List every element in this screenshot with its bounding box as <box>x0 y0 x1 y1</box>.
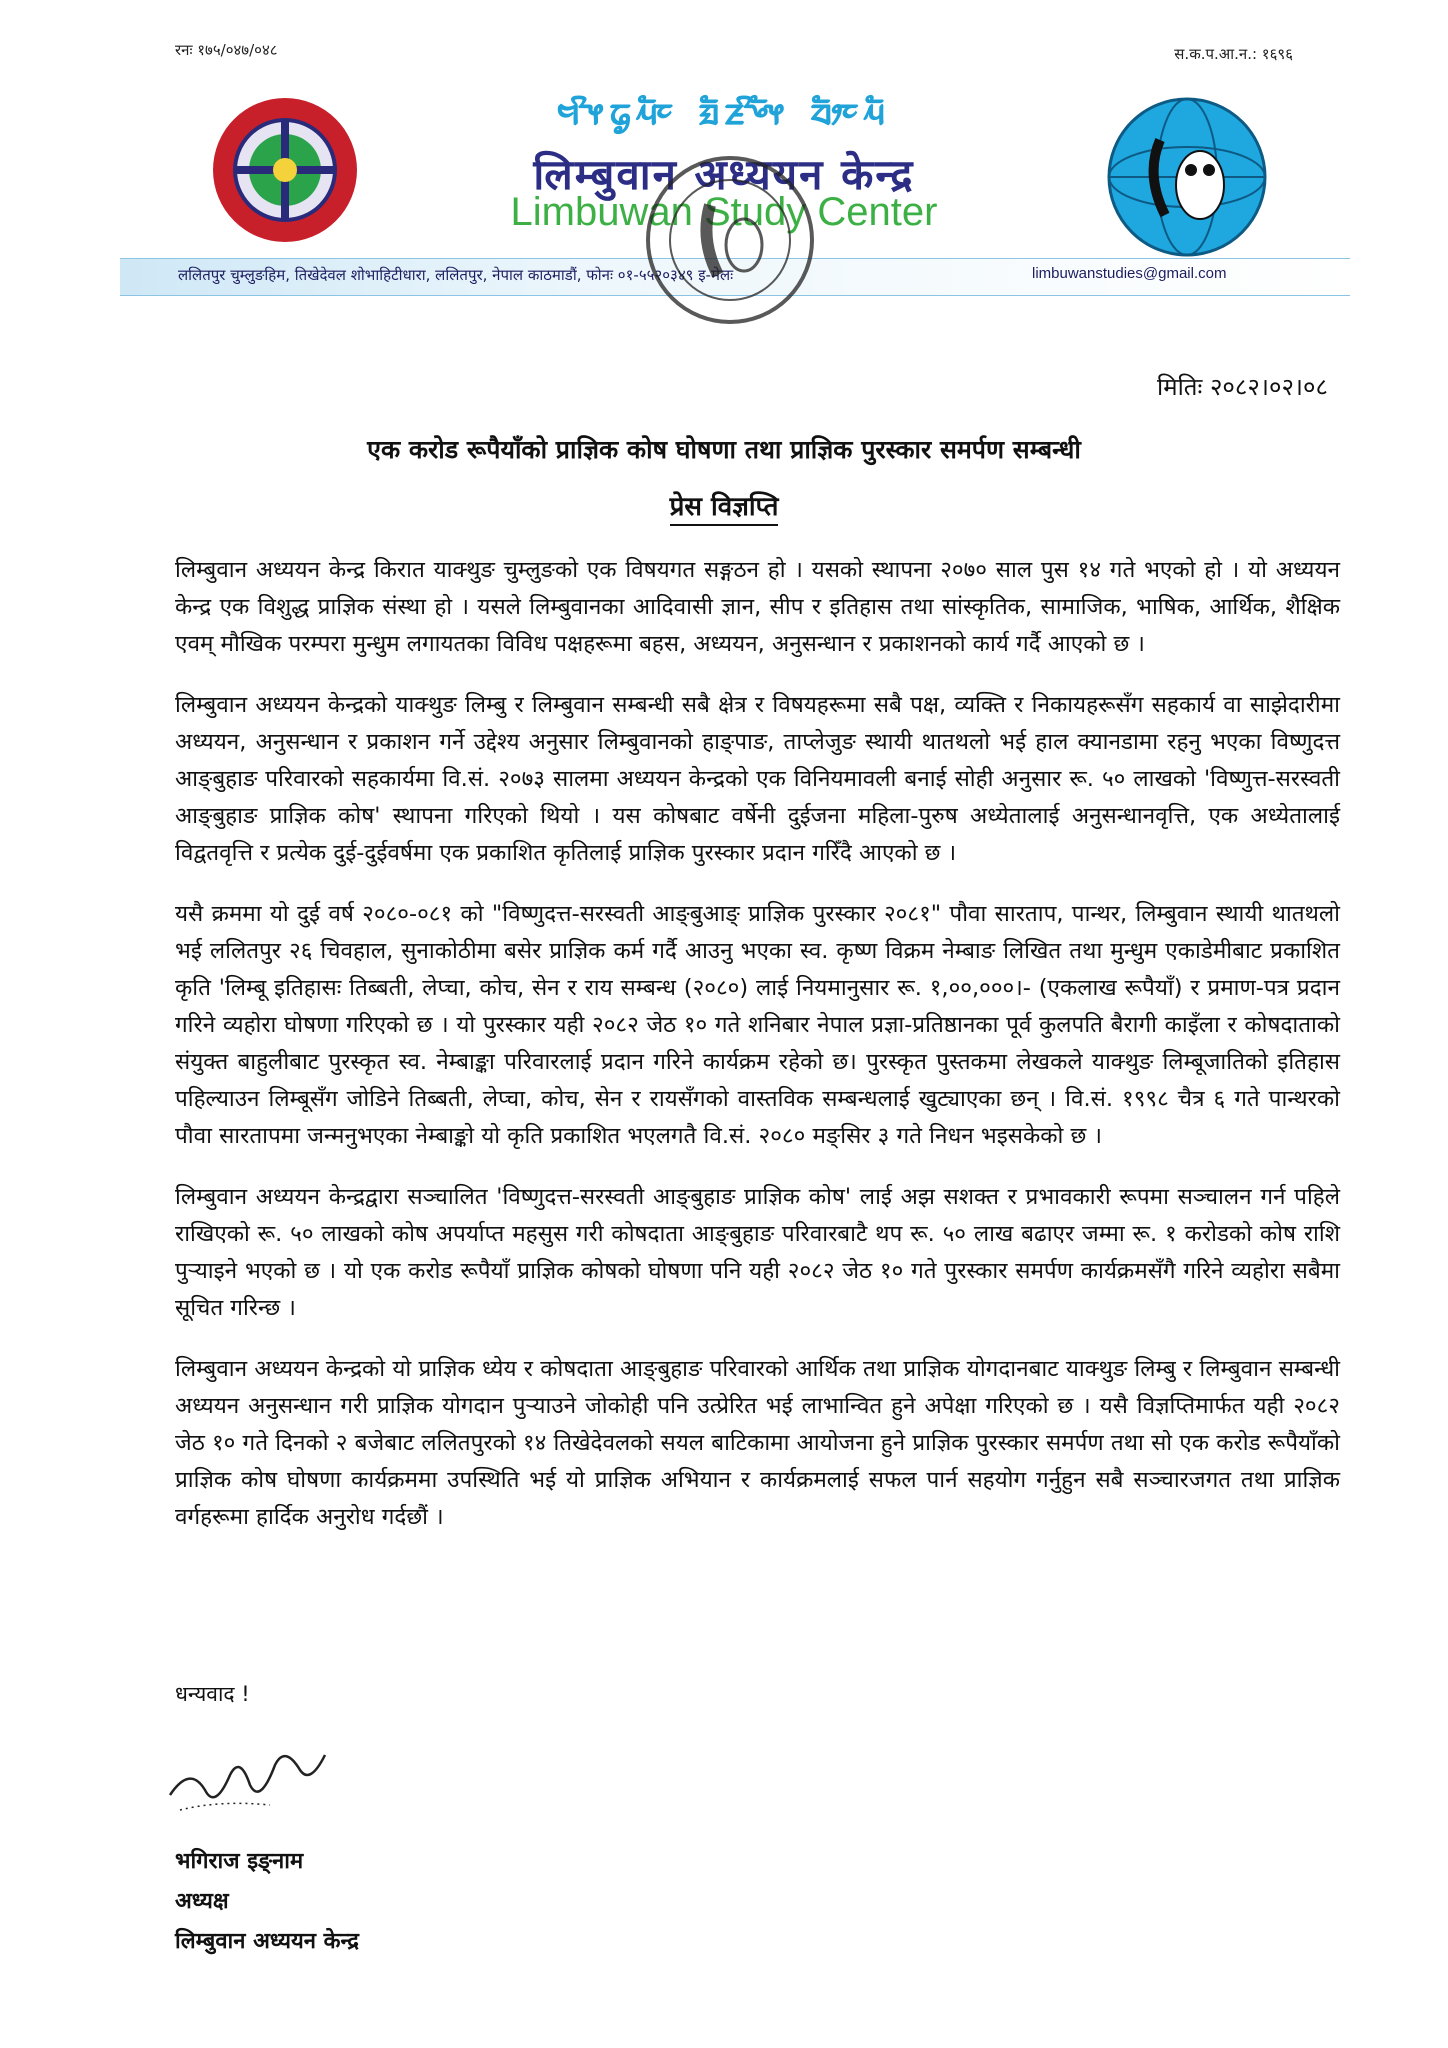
signatory-org: लिम्बुवान अध्ययन केन्द्र <box>175 1929 359 1954</box>
paragraph-3: यसै क्रममा यो दुई वर्ष २०८०-०८१ को "विष्णुदत्त-सरस्वती आङ्बुआङ् प्राज्ञिक पुरस्कार २०८१" पौवा सारताप, पान्थर, लिम्बुवान स्थायी थातथलो भई ललितपुर २६ चिवहाल, सुनाकोठीमा बसेर प्राज्ञिक कर्म गर्दै आउनु भएका स्व. कृष्ण विक्रम नेम्बाङ लिखित तथा मुन्धुम एकाडेमीबाट प्रकाशित कृति 'लिम्बू इतिहासः तिब्बती, लेप्चा, कोच, सेन र राय सम्बन्ध (२०८०) लाई नियमानुसार रू. १,००,०००।- (एकलाख रूपैयाँ) र प्रमाण-पत्र प्रदान गरिने व्यहोरा घोषणा गरिएको छ । यो पुरस्कार यही २०८२ जेठ १० गते शनिबार नेपाल प्रज्ञा-प्रतिष्ठानका पूर्व कुलपति बैरागी काइँला र कोषदाताको संयुक्त बाहुलीबाट पुरस्कृत स्व. नेम्बाङ्का परिवारलाई प्रदान गरिने कार्यक्रम रहेको छ। पुरस्कृत पुस्तकमा लेखकले याक्थुङ लिम्बूजातिको इतिहास पहिल्याउन लिम्बूसँग जोडिने तिब्बती, लेप्चा, कोच, सेन र रायसँगको वास्तविक सम्बन्धलाई खुट्याएका छन् । वि.सं. १९९८ चैत्र ६ गते पान्थरको पौवा सारतापमा जन्मनुभएका नेम्बाङ्को यो कृति प्रकाशित भएलगतै वि.सं. २०८० मङ्सिर ३ गते निधन भइसकेको छ । <box>175 901 1340 1149</box>
limbu-script-title: ᤗᤡᤶᤒᤢᤘᤠᤰ ᤀᤠᤏᤡᤴᤠᤶ ᤔᤥᤰᤘᤠ <box>557 88 891 134</box>
paragraph-1: लिम्बुवान अध्ययन केन्द्र किरात याक्थुङ चुम्लुङको एक विषयगत सङ्गठन हो । यसको स्थापना २०७० साल पुस १४ गते भएको हो । यो अध्ययन केन्द्र एक विशुद्ध प्राज्ञिक संस्था हो । यसले लिम्बुवानका आदिवासी ज्ञान, सीप र इतिहास तथा सांस्कृतिक, सामाजिक, भाषिक, आर्थिक, शैक्षिक एवम् मौखिक परम्परा मुन्धुम लगायतका विविध पक्षहरूमा बहस, अध्ययन, अनुसन्धान र प्रकाशनको कार्य गर्दै आएको छ । <box>175 557 1340 657</box>
organization-stamp-icon <box>640 150 820 330</box>
body-text <box>175 552 1340 1560</box>
org-name-english: Limbuwan Study Center <box>510 190 938 234</box>
press-release-subheading <box>0 487 1448 523</box>
signature-icon <box>160 1725 340 1835</box>
document-date: मितिः २०८२।०२।०८ <box>1157 373 1328 401</box>
org-address: ललितपुर चुम्लुङहिम, तिखेदेवल शोभाहिटीधारा, ललितपुर, नेपाल काठमाडौं, फोनः ०१-५५२०३४९ इ-मेलः <box>178 266 734 284</box>
signatory-title: अध्यक्ष <box>175 1889 229 1914</box>
signatory-name: भगिराज इङ्नाम <box>175 1849 304 1874</box>
paragraph-4: लिम्बुवान अध्ययन केन्द्रद्वारा सञ्चालित 'विष्णुदत्त-सरस्वती आङ्बुहाङ प्राज्ञिक कोष' लाई अझ सशक्त र प्रभावकारी रूपमा सञ्चालन गर्न पहिले राखिएको रू. ५० लाखको कोष अपर्याप्त महसुस गरी कोषदाता आङ्बुहाङ परिवारबाटै थप रू. ५० लाख बढाएर जम्मा रू. १ करोडको कोष राशि पुर्‍याइने भएको छ । यो एक करोड रूपैयाँ प्राज्ञिक कोषको घोषणा पनि यही २०८२ जेठ १० गते पुरस्कार समर्पण कार्यक्रमसँगै गरिने व्यहोरा सबैमा सूचित गरिन्छ । <box>175 1184 1340 1321</box>
org-email[interactable]: limbuwanstudies@gmail.com <box>1032 265 1227 282</box>
closing-thanks: धन्यवाद ! <box>175 1682 250 1706</box>
signatory-block <box>175 1842 359 1962</box>
owl-globe-logo-icon <box>1105 95 1270 260</box>
press-release-heading: एक करोड रूपैयाँको प्राज्ञिक कोष घोषणा तथा प्राज्ञिक पुरस्कार समर्पण सम्बन्धी <box>367 435 1081 464</box>
paragraph-2: लिम्बुवान अध्ययन केन्द्रको याक्थुङ लिम्बु र लिम्बुवान सम्बन्धी सबै क्षेत्र र विषयहरूमा सबै पक्ष, व्यक्ति र निकायहरूसँग सहकार्य वा साझेदारीमा अध्ययन, अनुसन्धान र प्रकाशन गर्ने उद्देश्य अनुसार लिम्बुवानको हाङ्पाङ, ताप्लेजुङ स्थायी थातथलो भई हाल क्यानडामा रहनु भएका विष्णुदत्त आङ्बुहाङ परिवारको सहकार्यमा वि.सं. २०७३ सालमा अध्ययन केन्द्रको एक विनियमावली बनाई सोही अनुसार रू. ५० लाखको 'विष्णुत्त-सरस्वती आङ्बुहाङ प्राज्ञिक कोष' स्थापना गरिएको थियो । यस कोषबाट वर्षेनी दुईजना महिला-पुरुष अध्येतालाई अनुसन्धानवृत्ति, एक अध्येतालाई विद्वतवृत्ति र प्रत्येक दुई-दुईवर्षमा एक प्रकाशित कृतिलाई प्राज्ञिक पुरस्कार प्रदान गरिँदै आएको छ । <box>175 692 1340 866</box>
subheading-text: प्रेस विज्ञप्ति <box>670 492 779 526</box>
pan-number: स.क.प.आ.न.: १६९६ <box>1174 45 1293 63</box>
paragraph-5: लिम्बुवान अध्ययन केन्द्रको यो प्राज्ञिक ध्येय र कोषदाता आङ्बुहाङ परिवारको आर्थिक तथा प्राज्ञिक योगदानबाट याक्थुङ लिम्बु र लिम्बुवान सम्बन्धी अध्ययन अनुसन्धान गरी प्राज्ञिक योगदान पुर्‍याउने जोकोही पनि उत्प्रेरित भई लाभान्वित हुने अपेक्षा गरिएको छ । यसै विज्ञप्तिमार्फत यही २०८२ जेठ १० गते दिनको २ बजेबाट ललितपुरको १४ तिखेदेवलको सयल बाटिकामा आयोजना हुने प्राज्ञिक पुरस्कार समर्पण तथा सो एक करोड रूपैयाँको प्राज्ञिक कोष घोषणा कार्यक्रममा उपस्थिति भई यो प्राज्ञिक अभियान र कार्यक्रमलाई सफल पार्न सहयोग गर्नुहुन सबै सञ्चारजगत तथा प्राज्ञिक वर्गहरूमा हार्दिक अनुरोध गर्दछौं । <box>175 1356 1340 1530</box>
registration-number: रनः १७५/०४७/०४८ <box>175 41 278 59</box>
org-name-nepali: लिम्बुवान अध्ययन केन्द्र <box>533 150 915 199</box>
